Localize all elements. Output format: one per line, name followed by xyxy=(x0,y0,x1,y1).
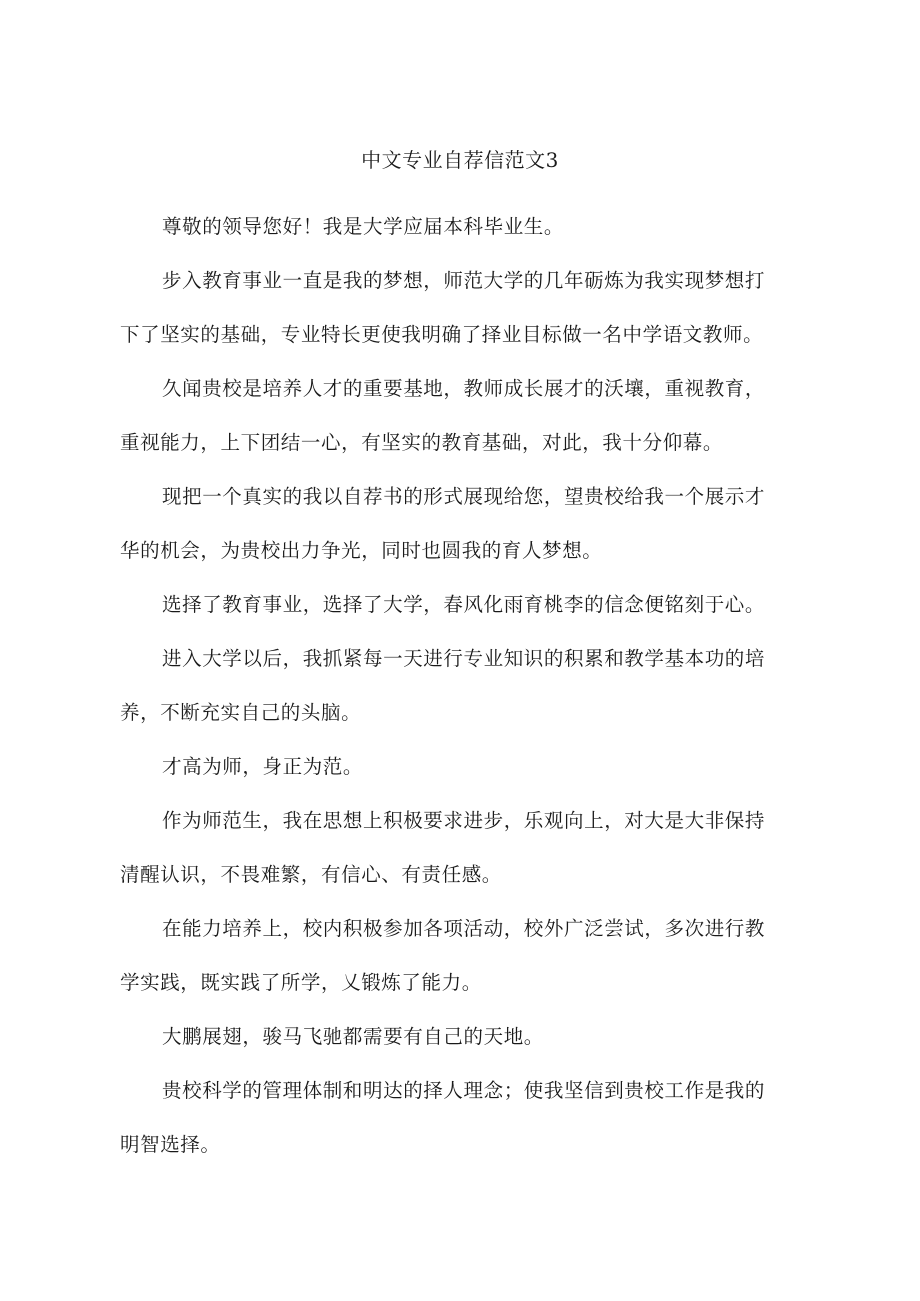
paragraph: 作为师范生，我在思想上积极要求进步，乐观向上，对大是大非保持清醒认识，不畏难繁，有信心、有责任感。 xyxy=(120,809,766,886)
paragraph: 选择了教育事业，选择了大学，春风化雨育桃李的信念便铭刻于心。 xyxy=(162,593,766,616)
document-title: 中文专业自荐信范文3 xyxy=(361,148,559,172)
paragraph: 尊敬的领导您好！我是大学应届本科毕业生。 xyxy=(162,215,565,238)
paragraph: 在能力培养上，校内积极参加各项活动，校外广泛尝试，多次进行教学实践，既实践了所学，乂锻炼了能力。 xyxy=(120,917,766,994)
paragraph: 进入大学以后，我抓紧每一天进行专业知识的积累和教学基本功的培养，不断充实自己的头脑。 xyxy=(120,647,766,724)
document-body xyxy=(120,200,784,1172)
paragraph: 贵校科学的管理体制和明达的择人理念；使我坚信到贵校工作是我的明智选择。 xyxy=(120,1079,766,1156)
paragraph: 才高为师，身正为范。 xyxy=(162,755,364,778)
paragraph: 大鹏展翅，骏马飞驰都需要有自己的天地。 xyxy=(162,1025,544,1048)
paragraph: 步入教育事业一直是我的梦想，师范大学的几年砺炼为我实现梦想打下了坚实的基础，专业特长更使我明确了择业目标做一名中学语文教师。 xyxy=(120,269,766,346)
paragraph: 现把一个真实的我以自荐书的形式展现给您，望贵校给我一个展示才华的机会，为贵校出力争光，同时也圆我的育人梦想。 xyxy=(120,485,766,562)
paragraph: 久闻贵校是培养人才的重要基地，教师成长展才的沃壤，重视教育，重视能力，上下团结一心，有坚实的教育基础，对此，我十分仰幕。 xyxy=(120,377,766,454)
